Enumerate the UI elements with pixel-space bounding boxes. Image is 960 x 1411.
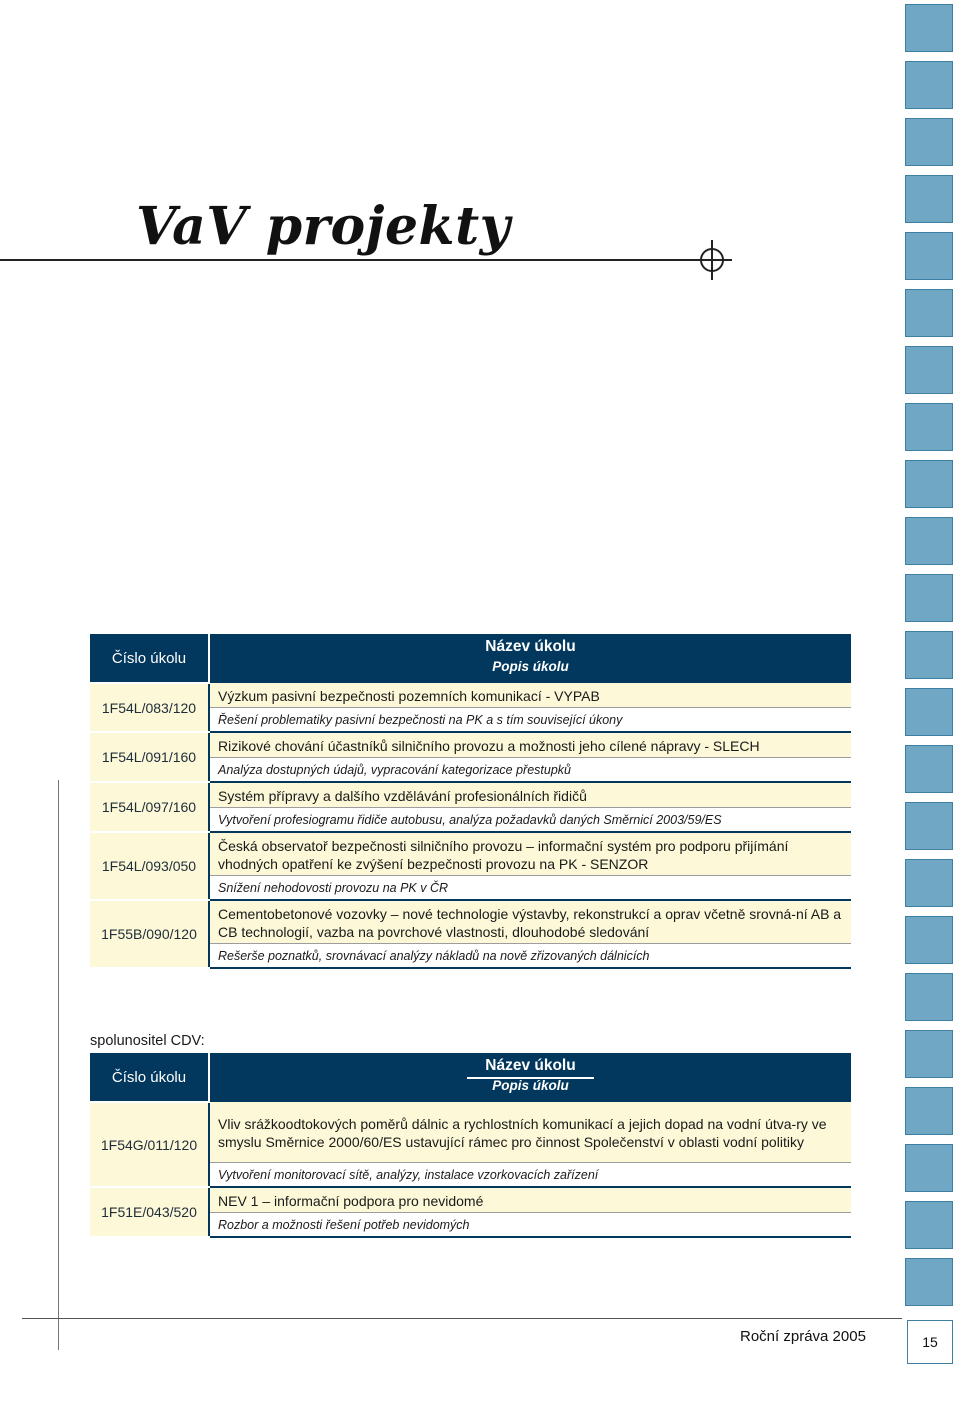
task-description: Vytvoření monitorovací sítě, analýzy, instalace vzorkovacích zařízení <box>209 1163 851 1188</box>
table-header <box>90 634 851 683</box>
table-row <box>90 832 851 876</box>
header-name-label: Název úkolu <box>485 638 576 655</box>
table-row <box>90 1187 851 1213</box>
page-number: 15 <box>907 1320 953 1364</box>
table-row <box>90 900 851 944</box>
side-tile <box>905 175 953 223</box>
footer-rule <box>22 1318 902 1319</box>
side-tile <box>905 574 953 622</box>
task-description: Rozbor a možnosti řešení potřeb nevidomých <box>209 1213 851 1238</box>
table-row <box>90 782 851 808</box>
page-title: VaV projekty <box>136 196 511 257</box>
side-tile <box>905 1030 953 1078</box>
table-row <box>90 1102 851 1163</box>
table-header <box>90 1053 851 1102</box>
side-tile <box>905 1144 953 1192</box>
task-description: Řešení problematiky pasivní bezpečnosti na PK a s tím související úkony <box>209 708 851 733</box>
header-id: Číslo úkolu <box>90 634 209 683</box>
side-tile <box>905 403 953 451</box>
task-name: Česká observatoř bezpečnosti silničního provozu – informační systém pro podporu přijímání vhodných opatření ke zvýšení bezpečnosti provozu na PK - SENZOR <box>209 832 851 876</box>
task-description: Analýza dostupných údajů, vypracování kategorizace přestupků <box>209 758 851 783</box>
task-description: Snížení nehodovosti provozu na PK v ČR <box>209 876 851 901</box>
side-tile <box>905 859 953 907</box>
header-description-label: Popis úkolu <box>492 659 569 674</box>
side-tile <box>905 346 953 394</box>
task-id: 1F54L/097/160 <box>90 782 209 832</box>
report-title: Roční zpráva 2005 <box>740 1328 866 1345</box>
task-name: NEV 1 – informační podpora pro nevidomé <box>209 1187 851 1213</box>
task-id: 1F54L/091/160 <box>90 732 209 782</box>
task-description: Vytvoření profesiogramu řidiče autobusu, analýza požadavků daných Směrnicí 2003/59/ES <box>209 808 851 833</box>
side-tile <box>905 61 953 109</box>
header-id: Číslo úkolu <box>90 1053 209 1102</box>
side-tile <box>905 517 953 565</box>
task-name: Výzkum pasivní bezpečnosti pozemních komunikací - VYPAB <box>209 683 851 708</box>
side-tile <box>905 688 953 736</box>
table-row <box>90 732 851 758</box>
task-name: Vliv srážkoodtokových poměrů dálnic a rychlostních komunikací a jejich dopad na vodní útva-ry ve smyslu Směrnice 2000/60/ES ustavující rámec pro činnost Společenství v oblasti vodní politiky <box>209 1102 851 1163</box>
task-id: 1F54G/011/120 <box>90 1102 209 1187</box>
table-row <box>90 683 851 708</box>
task-id: 1F54L/083/120 <box>90 683 209 732</box>
header-description-label: Popis úkolu <box>492 1078 569 1093</box>
side-tile <box>905 460 953 508</box>
header-name <box>209 634 851 683</box>
projects-table <box>90 634 851 969</box>
task-description: Rešerše poznatků, srovnávací analýzy nákladů na nově zřizovaných dálnicích <box>209 944 851 969</box>
side-tile <box>905 289 953 337</box>
side-tile <box>905 118 953 166</box>
task-id: 1F55B/090/120 <box>90 900 209 968</box>
task-name: Rizikové chování účastníků silničního provozu a možnosti jeho cílené nápravy - SLECH <box>209 732 851 758</box>
header-name <box>209 1053 851 1102</box>
side-tile <box>905 1087 953 1135</box>
task-name: Cementobetonové vozovky – nové technologie výstavby, rekonstrukcí a oprav včetně srovná-ní AB a CB technologií, vazba na povrchové vlastnosti, dlouhodobé sledování <box>209 900 851 944</box>
side-tile <box>905 745 953 793</box>
side-tile <box>905 916 953 964</box>
crosshair-icon <box>692 240 732 280</box>
side-tile <box>905 1201 953 1249</box>
margin-rule <box>58 780 59 1350</box>
title-rule <box>0 259 730 261</box>
side-tile <box>905 631 953 679</box>
header-name-label <box>210 1053 851 1078</box>
task-id: 1F54L/093/050 <box>90 832 209 900</box>
side-tile-column <box>905 0 955 1411</box>
side-tile <box>905 232 953 280</box>
side-tile <box>905 4 953 52</box>
side-tile <box>905 802 953 850</box>
side-tile <box>905 973 953 1021</box>
task-name: Systém přípravy a dalšího vzdělávání profesionálních řidičů <box>209 782 851 808</box>
header-name-text: Název úkolu <box>467 1057 593 1079</box>
side-tile <box>905 1258 953 1306</box>
co-projects-table <box>90 1053 851 1238</box>
co-investigator-label: spolunositel CDV: <box>90 1033 205 1049</box>
task-id: 1F51E/043/520 <box>90 1187 209 1237</box>
